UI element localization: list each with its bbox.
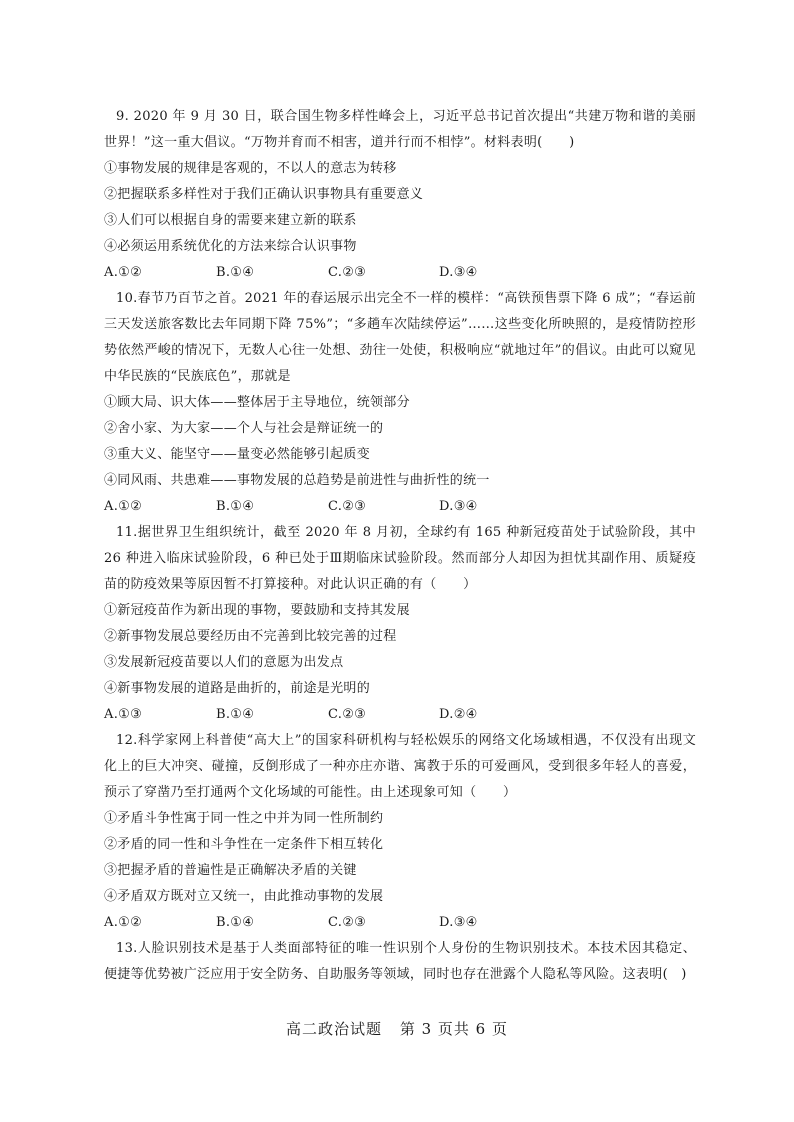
option-statement: ①新冠疫苗作为新出现的事物，要鼓励和支持其发展 [104, 603, 410, 618]
option-statement: ③把握矛盾的普遍性是正确解决矛盾的关键 [104, 863, 357, 878]
option-statement: ③人们可以根据自身的需要来建立新的联系 [104, 213, 357, 228]
choice-d: D.③④ [439, 499, 478, 514]
option-statement: ④同风雨、共患难——事物发展的总趋势是前进性与曲折性的统一 [104, 473, 490, 488]
choice-b: B.①④ [216, 707, 255, 722]
footer-page-number: 第 3 页共 6 页 [399, 1020, 508, 1038]
question-stem: 11.据世界卫生组织统计，截至 2020 年 8 月初，全球约有 165 种新冠疫苗处于试验阶段，其中 26 种进入临床试验阶段，6 种已处于Ⅲ期临床试验阶段。然而部分人却因为担忧其副作用、质疑疫苗的防疫效果等原因暂不打算接种。对此认识正确的有（ ） [104, 525, 696, 592]
choice-c: C.②③ [328, 915, 367, 930]
answer-choices [104, 702, 696, 728]
choice-a: A.①② [104, 265, 143, 280]
choice-a: A.①② [104, 915, 143, 930]
option-statement: ①事物发展的规律是客观的，不以人的意志为转移 [104, 161, 397, 176]
option-statement: ④必须运用系统优化的方法来综合认识事物 [104, 239, 357, 254]
question-stem: 12.科学家网上科普使“高大上”的国家科研机构与轻松娱乐的网络文化场域相遇，不仅没有出现文化上的巨大冲突、碰撞，反倒形成了一种亦庄亦谐、寓教于乐的可爱画风，受到很多年轻人的喜爱，预示了穿凿乃至打通两个文化场域的可能性。由上述现象可知（ ） [104, 733, 696, 800]
question-stem: 10.春节乃百节之首。2021 年的春运展示出完全不一样的模样：“高铁预售票下降 6 成”；“春运前三天发送旅客数比去年同期下降 75%”；“多趟车次陆续停运”……这些变化所映照的，是疫情防控形势依然严峻的情况下，无数人心往一处想、劲往一处使，积极响应“就地过年”的倡议。由此可以窥见中华民族的“民族底色”，那就是 [104, 291, 696, 384]
choice-d: D.③④ [439, 265, 478, 280]
option-statement: ③重大义、能坚守——量变必然能够引起质变 [104, 447, 371, 462]
choice-d: D.②④ [439, 707, 478, 722]
choice-c: C.②③ [328, 265, 367, 280]
choice-b: B.①④ [216, 499, 255, 514]
option-statement: ④新事物发展的道路是曲折的，前途是光明的 [104, 681, 371, 696]
question-10 [104, 286, 696, 520]
choice-b: B.①④ [216, 265, 255, 280]
choice-a: A.①② [104, 499, 143, 514]
option-statement: ①顾大局、识大体——整体居于主导地位，统领部分 [104, 395, 410, 410]
choice-c: C.②③ [328, 707, 367, 722]
option-statement: ①矛盾斗争性寓于同一性之中并为同一性所制约 [104, 811, 384, 826]
question-12 [104, 728, 696, 936]
option-statement: ②新事物发展总要经历由不完善到比较完善的过程 [104, 629, 397, 644]
question-13 [104, 936, 696, 988]
option-statement: ③发展新冠疫苗要以人们的意愿为出发点 [104, 655, 344, 670]
choice-d: D.③④ [439, 915, 478, 930]
footer-subject: 高二政治试题 [286, 1020, 383, 1038]
choice-b: B.①④ [216, 915, 255, 930]
question-9 [104, 104, 696, 286]
option-statement: ②矛盾的同一性和斗争性在一定条件下相互转化 [104, 837, 384, 852]
question-11 [104, 520, 696, 728]
answer-choices [104, 494, 696, 520]
question-stem: 13.人脸识别技术是基于人类面部特征的唯一性识别个人身份的生物识别技术。本技术因其稳定、便捷等优势被广泛应用于安全防务、自助服务等领域，同时也存在泄露个人隐私等风险。这表明( ) [104, 941, 696, 982]
page-footer [0, 1018, 794, 1039]
answer-choices [104, 260, 696, 286]
option-statement: ④矛盾双方既对立又统一，由此推动事物的发展 [104, 889, 384, 904]
option-statement: ②舍小家、为大家——个人与社会是辩证统一的 [104, 421, 384, 436]
choice-c: C.②③ [328, 499, 367, 514]
answer-choices [104, 910, 696, 936]
question-stem: 9. 2020 年 9 月 30 日，联合国生物多样性峰会上，习近平总书记首次提出“共建万物和谐的美丽世界！”这一重大倡议。“万物并育而不相害，道并行而不相悖”。材料表明( ) [104, 109, 696, 150]
choice-a: A.①③ [104, 707, 143, 722]
option-statement: ②把握联系多样性对于我们正确认识事物具有重要意义 [104, 187, 424, 202]
